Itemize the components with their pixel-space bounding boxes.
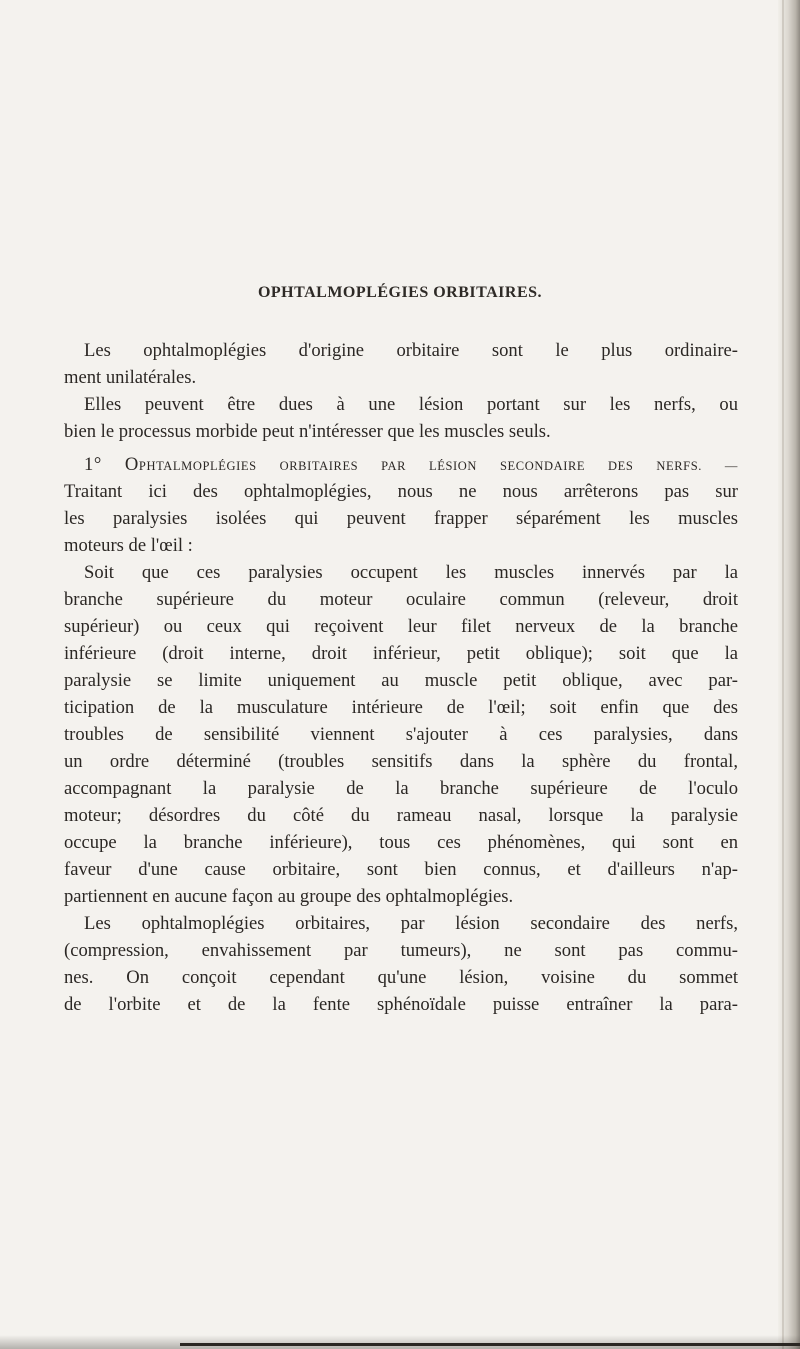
p4-line-11: occupe la branche inférieure), tous ces phénomènes, qui sont en <box>64 832 738 853</box>
s1-line-2: les paralysies isolées qui peuvent frapper séparément les muscles <box>64 508 738 529</box>
bottom-shadow <box>0 1335 800 1349</box>
section-title: PHTALMOPLÉGIES ORBITAIRES PAR LÉSION SECONDAIRE DES NERFS. — <box>138 459 739 473</box>
p4-line-7: troubles de sensibilité viennent s'ajouter à ces paralysies, dans <box>64 724 738 745</box>
section-heading <box>64 451 738 478</box>
p4-line-12: faveur d'une cause orbitaire, sont bien connus, et d'ailleurs n'ap- <box>64 859 738 880</box>
p1-line-2: ment unilatérales. <box>64 367 197 388</box>
p5-line-2: (compression, envahissement par tumeurs), ne sont pas commu- <box>64 940 738 961</box>
section-number: 1° <box>84 454 102 475</box>
p4-line-8: un ordre déterminé (troubles sensitifs dans la sphère du frontal, <box>64 751 738 772</box>
p2-line-1: Elles peuvent être dues à une lésion portant sur les nerfs, ou <box>84 394 738 415</box>
body-text <box>64 337 738 1018</box>
p4-line-2: branche supérieure du moteur oculaire commun (releveur, droit <box>64 589 738 610</box>
p5-line-1: Les ophtalmoplégies orbitaires, par lésion secondaire des nerfs, <box>84 913 738 934</box>
s1-line-1: Traitant ici des ophtalmoplégies, nous ne nous arrêterons pas sur <box>64 481 738 502</box>
p4-line-4: inférieure (droit interne, droit inférieur, petit oblique); soit que la <box>64 643 738 664</box>
section-initial: O <box>124 454 139 475</box>
p4-line-9: accompagnant la paralysie de la branche supérieure de l'oculo <box>64 778 738 799</box>
page-edge <box>778 0 800 1349</box>
p4-line-1: Soit que ces paralysies occupent les muscles innervés par la <box>84 562 738 583</box>
p2-line-2: bien le processus morbide peut n'intéresser que les muscles seuls. <box>64 421 551 442</box>
s1-line-3: moteurs de l'œil : <box>64 535 193 556</box>
p5-line-4: de l'orbite et de la fente sphénoïdale puisse entraîner la para- <box>64 994 738 1015</box>
running-header: OPHTALMOPLÉGIES ORBITAIRES. <box>257 284 543 301</box>
p5-line-3: nes. On conçoit cependant qu'une lésion, voisine du sommet <box>64 967 738 988</box>
p4-line-6: ticipation de la musculature intérieure de l'œil; soit enfin que des <box>64 697 738 718</box>
p4-line-13: partiennent en aucune façon au groupe des ophtalmoplégies. <box>64 886 514 907</box>
p1-line-1: Les ophtalmoplégies d'origine orbitaire sont le plus ordinaire- <box>84 340 738 361</box>
bottom-rule <box>180 1343 800 1346</box>
p4-line-10: moteur; désordres du côté du rameau nasal, lorsque la paralysie <box>64 805 738 826</box>
p4-line-5: paralysie se limite uniquement au muscle petit oblique, avec par- <box>64 670 738 691</box>
p4-line-3: supérieur) ou ceux qui reçoivent leur filet nerveux de la branche <box>64 616 738 637</box>
